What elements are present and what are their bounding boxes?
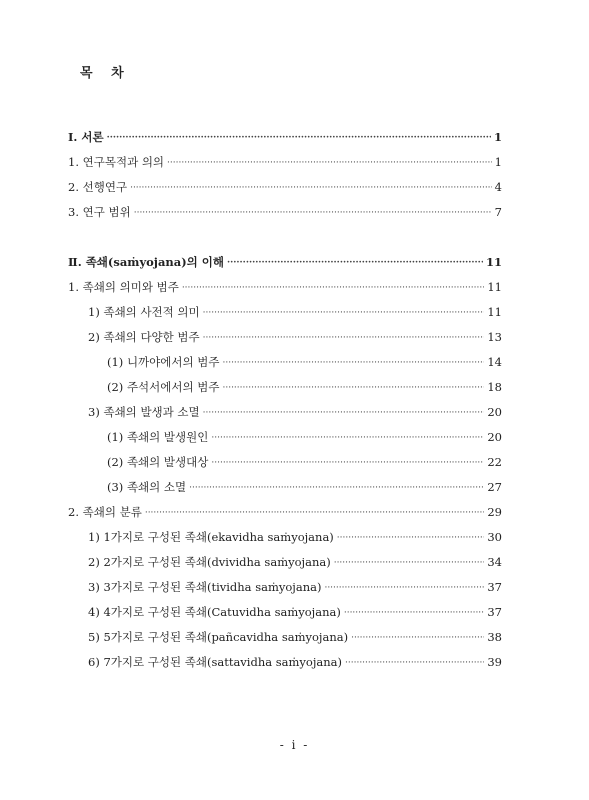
toc-entry-label: 3) 3가지로 구성된 족쇄(tividha saṁyojana) bbox=[88, 580, 322, 594]
toc-entry-label: 6) 7가지로 구성된 족쇄(sattavidha saṁyojana) bbox=[88, 655, 343, 669]
dot-leader bbox=[167, 155, 492, 171]
toc-entry bbox=[68, 179, 502, 195]
toc-entry-label: (2) 족쇄의 발생대상 bbox=[107, 455, 209, 469]
toc-entry-page: 13 bbox=[487, 330, 502, 344]
toc-entry bbox=[88, 329, 502, 345]
dot-leader bbox=[130, 180, 492, 196]
dot-leader bbox=[203, 330, 485, 346]
toc-entry-page: 38 bbox=[487, 630, 502, 644]
dot-leader bbox=[145, 505, 485, 521]
toc-entry bbox=[68, 154, 502, 170]
toc-entry-label: 2) 족쇄의 다양한 범주 bbox=[88, 330, 200, 344]
toc-entry-page: 39 bbox=[487, 655, 502, 669]
toc-entry bbox=[107, 479, 502, 495]
dot-leader bbox=[345, 655, 484, 671]
dot-leader bbox=[211, 430, 484, 446]
toc-entry-page: 4 bbox=[494, 180, 502, 194]
dot-leader bbox=[324, 580, 484, 596]
toc-entry bbox=[88, 529, 502, 545]
page-number-footer: - i - bbox=[279, 738, 310, 752]
toc-entry bbox=[68, 279, 502, 295]
dot-leader bbox=[182, 280, 485, 296]
toc-entry-label: 3) 족쇄의 발생과 소멸 bbox=[88, 405, 200, 419]
toc-entry-label: 5) 5가지로 구성된 족쇄(pañcavidha saṁyojana) bbox=[88, 630, 349, 644]
dot-leader bbox=[189, 480, 484, 496]
toc-entry-label: 3. 연구 범위 bbox=[68, 205, 131, 219]
toc-entry bbox=[107, 354, 502, 370]
toc-entry-page: 11 bbox=[487, 305, 502, 319]
toc-entry-label: (1) 니까야에서의 범주 bbox=[107, 355, 220, 369]
toc-entry-page: 18 bbox=[487, 380, 502, 394]
toc-entry-label: 1. 족쇄의 의미와 범주 bbox=[68, 280, 179, 294]
toc-entry-page: 20 bbox=[487, 430, 502, 444]
toc-entry-page: 37 bbox=[487, 580, 502, 594]
toc-entry bbox=[88, 604, 502, 620]
toc-entry-page: 27 bbox=[487, 480, 502, 494]
toc-entry bbox=[88, 404, 502, 420]
toc-entry bbox=[88, 554, 502, 570]
toc-entry bbox=[68, 204, 502, 220]
toc-entry-page: 1 bbox=[494, 155, 502, 169]
dot-leader bbox=[222, 355, 484, 371]
toc-entry-page: 34 bbox=[487, 555, 502, 569]
toc-entry bbox=[107, 379, 502, 395]
dot-leader bbox=[351, 630, 484, 646]
toc-entry-label: 2. 족쇄의 분류 bbox=[68, 505, 142, 519]
toc-entry bbox=[107, 429, 502, 445]
toc-entry bbox=[68, 254, 502, 270]
toc-entry-label: Ⅱ. 족쇄(saṁyojana)의 이해 bbox=[68, 255, 225, 269]
dot-leader bbox=[222, 380, 484, 396]
toc-entry-label: 2. 선행연구 bbox=[68, 180, 128, 194]
dot-leader bbox=[344, 605, 485, 621]
dot-leader bbox=[107, 130, 491, 146]
toc-entry-label: (2) 주석서에서의 범주 bbox=[107, 380, 220, 394]
toc-entry bbox=[88, 304, 502, 320]
toc-entry-page: 7 bbox=[494, 205, 502, 219]
toc-entry bbox=[68, 504, 502, 520]
toc-entry-page: 11 bbox=[485, 255, 502, 269]
dot-leader bbox=[203, 405, 485, 421]
toc-entry-page: 30 bbox=[487, 530, 502, 544]
toc-entry-label: Ⅰ. 서론 bbox=[68, 130, 104, 144]
toc-entry-label: 1) 1가지로 구성된 족쇄(ekavidha saṁyojana) bbox=[88, 530, 334, 544]
toc-entry-label: 2) 2가지로 구성된 족쇄(dvividha saṁyojana) bbox=[88, 555, 331, 569]
dot-leader bbox=[211, 455, 484, 471]
toc-entry-label: 1) 족쇄의 사전적 의미 bbox=[88, 305, 200, 319]
toc-entry-page: 1 bbox=[493, 130, 502, 144]
dot-leader bbox=[203, 305, 485, 321]
toc-entry-label: 1. 연구목적과 의의 bbox=[68, 155, 165, 169]
dot-leader bbox=[227, 255, 483, 271]
toc-entry bbox=[88, 579, 502, 595]
toc-entry-label: (1) 족쇄의 발생원인 bbox=[107, 430, 209, 444]
dot-leader bbox=[337, 530, 485, 546]
page-title: 목 차 bbox=[80, 66, 124, 81]
dot-leader bbox=[334, 555, 485, 571]
toc-entry bbox=[107, 454, 502, 470]
toc-entry-page: 11 bbox=[487, 280, 502, 294]
toc-entry-label: (3) 족쇄의 소멸 bbox=[107, 480, 187, 494]
toc-entry bbox=[88, 629, 502, 645]
toc-entry-page: 14 bbox=[487, 355, 502, 369]
toc-entry bbox=[68, 129, 502, 145]
toc-entry bbox=[88, 654, 502, 670]
dot-leader bbox=[134, 205, 492, 221]
toc-entry-page: 22 bbox=[487, 455, 502, 469]
toc-entry-label: 4) 4가지로 구성된 족쇄(Catuvidha saṁyojana) bbox=[88, 605, 341, 619]
toc-entry-page: 29 bbox=[487, 505, 502, 519]
toc-entry-page: 37 bbox=[487, 605, 502, 619]
toc-entry-page: 20 bbox=[487, 405, 502, 419]
